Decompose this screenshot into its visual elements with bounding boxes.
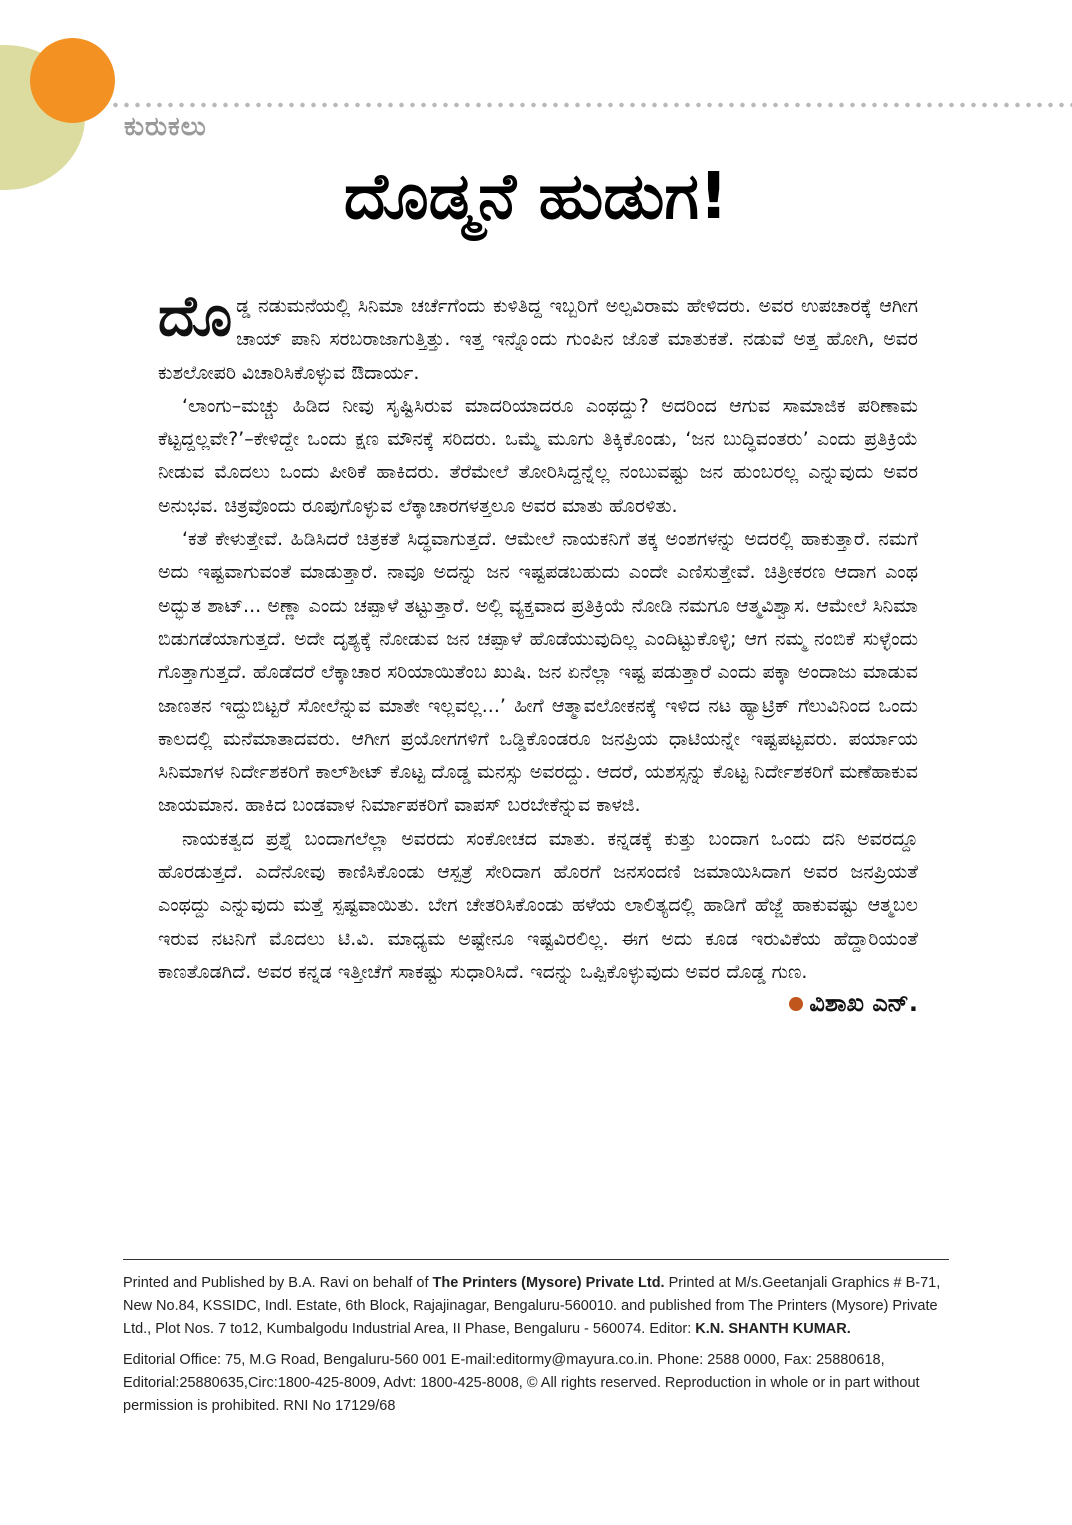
- imprint-office: Editorial Office: 75, M.G Road, Bengaluru-560 001 E-mail:editormy@mayura.co.in. Phone: 2588 0000, Fax: 25880618, Editorial:25880635,Circ:1800-425-8009, Advt: 1800-425-8008, © All rights reserved. Reproduction in whole or in part without permission is prohibited. RNI No 17129/68: [123, 1352, 920, 1414]
- article-paragraph: ನಾಯಕತ್ವದ ಪ್ರಶ್ನೆ ಬಂದಾಗಲೆಲ್ಲಾ ಅವರದು ಸಂಕೋಚದ ಮಾತು. ಕನ್ನಡಕ್ಕೆ ಕುತ್ತು ಬಂದಾಗ ಒಂದು ದನಿ ಅವರದ್ದೂ ಹೊರಡುತ್ತದೆ. ಎದೆನೋವು ಕಾಣಿಸಿಕೊಂಡು ಆಸ್ಪತ್ರೆ ಸೇರಿದಾಗ ಹೊರಗೆ ಜನಸಂದಣಿ ಜಮಾಯಿಸಿದಾಗ ಅವರ ಜನಪ್ರಿಯತೆ ಎಂಥದ್ದು ಎನ್ನುವುದು ಮತ್ತೆ ಸ್ಪಷ್ಟವಾಯಿತು. ಬೇಗ ಚೇತರಿಸಿಕೊಂಡು ಹಳೆಯ ಲಾಲಿತ್ಯದಲ್ಲಿ ಹಾಡಿಗೆ ಹೆಜ್ಜೆ ಹಾಕುವಷ್ಟು ಆತ್ಮಬಲ ಇರುವ ನಟನಿಗೆ ಮೊದಲು ಟಿ.ವಿ. ಮಾಧ್ಯಮ ಅಷ್ಟೇನೂ ಇಷ್ಟವಿರಲಿಲ್ಲ. ಈಗ ಅದು ಕೂಡ ಇರುವಿಕೆಯ ಹೆದ್ದಾರಿಯಂತೆ ಕಾಣತೊಡಗಿದೆ. ಅವರ ಕನ್ನಡ ಇತ್ತೀಚೆಗೆ ಸಾಕಷ್ಟು ಸುಧಾರಿಸಿದೆ. ಇದನ್ನು ಒಪ್ಪಿಕೊಳ್ಳುವುದು ಅವರ ದೊಡ್ಡ ಗುಣ.: [158, 827, 918, 983]
- author-name: ವಿಶಾಖ ಎನ್.: [809, 989, 918, 1018]
- imprint-printer: Printed and Published by B.A. Ravi on behalf of The Printers (Mysore) Private Ltd. Printed at M/s.Geetanjali Graphics # B-71, New No.84, KSSIDC, Indl. Estate, 6th Block, Rajajinagar, Bengaluru-560010. and published from The Printers (Mysore) Private Ltd., Plot Nos. 7 to12, Kumbalgodu Industrial Area, II Phase, Bengaluru - 560074. Editor: K.N. SHANTH KUMAR.: [123, 1275, 941, 1337]
- article-paragraph: ‘ಲಾಂಗು–ಮಚ್ಚು ಹಿಡಿದ ನೀವು ಸೃಷ್ಟಿಸಿರುವ ಮಾದರಿಯಾದರೂ ಎಂಥದ್ದು? ಅದರಿಂದ ಆಗುವ ಸಾಮಾಜಿಕ ಪರಿಣಾಮ ಕೆಟ್ಟದ್ದಲ್ಲವೇ?’–ಕೇಳಿದ್ದೇ ಒಂದು ಕ್ಷಣ ಮೌನಕ್ಕೆ ಸರಿದರು. ಒಮ್ಮೆ ಮೂಗು ತಿಕ್ಕಿಕೊಂಡು, ‘ಜನ ಬುದ್ಧಿವಂತರು’ ಎಂದು ಪ್ರತಿಕ್ರಿಯೆ ನೀಡುವ ಮೊದಲು ಒಂದು ಪೀಠಿಕೆ ಹಾಕಿದರು. ತೆರೆಮೇಲೆ ತೋರಿಸಿದ್ದನ್ನೆಲ್ಲ ನಂಬುವಷ್ಟು ಜನ ಹುಂಬರಲ್ಲ ಎನ್ನುವುದು ಅವರ ಅನುಭವ. ಚಿತ್ರವೊಂದು ರೂಪುಗೊಳ್ಳುವ ಲೆಕ್ಕಾಚಾರಗಳತ್ತಲೂ ಅವರ ಮಾತು ಹೊರಳಿತು.: [158, 394, 918, 517]
- paragraph-text: ಡ್ಡ ನಡುಮನೆಯಲ್ಲಿ ಸಿನಿಮಾ ಚರ್ಚೆಗೆಂದು ಕುಳಿತಿದ್ದ ಇಬ್ಬರಿಗೆ ಅಲ್ಪವಿರಾಮ ಹೇಳಿದರು. ಅವರ ಉಪಚಾರಕ್ಕೆ ಆಗೀಗ ಚಾಯ್ ಪಾನಿ ಸರಬರಾಜಾಗುತ್ತಿತ್ತು. ಇತ್ತ ಇನ್ನೊಂದು ಗುಂಪಿನ ಜೊತೆ ಮಾತುಕತೆ. ನಡುವೆ ಅತ್ತ ಹೋಗಿ, ಅವರ ಕುಶಲೋಪರಿ ವಿಚಾರಿಸಿಕೊಳ್ಳುವ ಔದಾರ್ಯ.: [158, 295, 918, 384]
- article-paragraph: [158, 284, 918, 390]
- bullet-dot-icon: [789, 997, 803, 1011]
- orange-circle-decoration: [30, 38, 115, 123]
- footer-rule: [123, 1259, 949, 1260]
- section-label: ಕುರುಕಲು: [124, 112, 207, 142]
- editor-name: K.N. SHANTH KUMAR.: [695, 1321, 851, 1337]
- article-title: ದೊಡ್ಮನೆ ಹುಡುಗ!: [343, 160, 729, 234]
- dotted-divider: [110, 102, 1072, 108]
- imprint: [123, 1272, 953, 1418]
- article-body: [158, 284, 918, 1021]
- article-paragraph: ‘ಕತೆ ಕೇಳುತ್ತೇವೆ. ಹಿಡಿಸಿದರೆ ಚಿತ್ರಕತೆ ಸಿದ್ಧವಾಗುತ್ತದೆ. ಆಮೇಲೆ ನಾಯಕನಿಗೆ ತಕ್ಕ ಅಂಶಗಳನ್ನು ಅದರಲ್ಲಿ ಹಾಕುತ್ತಾರೆ. ನಮಗೆ ಅದು ಇಷ್ಟವಾಗುವಂತೆ ಮಾಡುತ್ತಾರೆ. ನಾವೂ ಅದನ್ನು ಜನ ಇಷ್ಟಪಡಬಹುದು ಎಂದೇ ಎಣಿಸುತ್ತೇವೆ. ಚಿತ್ರೀಕರಣ ಆದಾಗ ಎಂಥ ಅದ್ಭುತ ಶಾಟ್... ಅಣ್ಣಾ ಎಂದು ಚಪ್ಪಾಳೆ ತಟ್ಟುತ್ತಾರೆ. ಅಲ್ಲಿ ವ್ಯಕ್ತವಾದ ಪ್ರತಿಕ್ರಿಯೆ ನೋಡಿ ನಮಗೂ ಆತ್ಮವಿಶ್ವಾಸ. ಆಮೇಲೆ ಸಿನಿಮಾ ಬಿಡುಗಡೆಯಾಗುತ್ತದೆ. ಅದೇ ದೃಶ್ಯಕ್ಕೆ ನೋಡುವ ಜನ ಚಪ್ಪಾಳೆ ಹೊಡೆಯುವುದಿಲ್ಲ ಎಂದಿಟ್ಟುಕೊಳ್ಳಿ; ಆಗ ನಮ್ಮ ನಂಬಿಕೆ ಸುಳ್ಳೆಂದು ಗೊತ್ತಾಗುತ್ತದೆ. ಹೊಡೆದರೆ ಲೆಕ್ಕಾಚಾರ ಸರಿಯಾಯಿತೆಂಬ ಖುಷಿ. ಜನ ಏನೆಲ್ಲಾ ಇಷ್ಟ ಪಡುತ್ತಾರೆ ಎಂದು ಪಕ್ಕಾ ಅಂದಾಜು ಮಾಡುವ ಜಾಣತನ ಇದ್ದುಬಿಟ್ಟರೆ ಸೋಲೆನ್ನುವ ಮಾತೇ ಇಲ್ಲವಲ್ಲ...’ ಹೀಗೆ ಆತ್ಮಾವಲೋಕನಕ್ಕೆ ಇಳಿದ ನಟ ಹ್ಯಾಟ್ರಿಕ್ ಗೆಲುವಿನಿಂದ ಒಂದು ಕಾಲದಲ್ಲಿ ಮನೆಮಾತಾದವರು. ಆಗೀಗ ಪ್ರಯೋಗಗಳಿಗೆ ಒಡ್ಡಿಕೊಂಡರೂ ಜನಪ್ರಿಯ ಧಾಟಿಯನ್ನೇ ಇಷ್ಟಪಟ್ಟವರು. ಪರ್ಯಾಯ ಸಿನಿಮಾಗಳ ನಿರ್ದೇಶಕರಿಗೆ ಕಾಲ್‌ಶೀಟ್ ಕೊಟ್ಟ ದೊಡ್ಡ ಮನಸ್ಸು ಅವರದ್ದು. ಆದರೆ, ಯಶಸ್ಸನ್ನು ಕೊಟ್ಟ ನಿರ್ದೇಶಕರಿಗೆ ಮಣೆಹಾಕುವ ಜಾಯಮಾನ. ಹಾಕಿದ ಬಂಡವಾಳ ನಿರ್ಮಾಪಕರಿಗೆ ವಾಪಸ್ ಬರಬೇಕೆನ್ನುವ ಕಾಳಜಿ.: [158, 528, 918, 817]
- byline: [158, 987, 918, 1020]
- printer-name: The Printers (Mysore) Private Ltd.: [432, 1275, 665, 1291]
- drop-cap: ದೊ: [158, 284, 233, 349]
